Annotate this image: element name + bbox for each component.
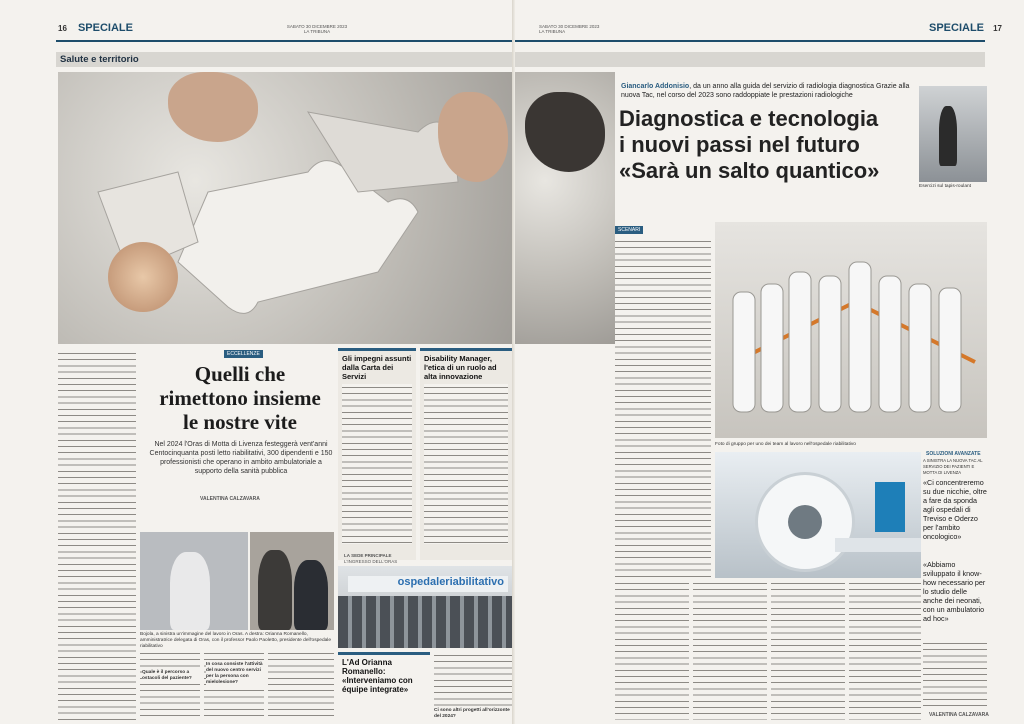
building-facade bbox=[338, 596, 512, 648]
headline-line-3: «Sarà un salto quantico» bbox=[619, 158, 880, 183]
paper-name-right: LA TRIBUNA bbox=[539, 29, 566, 34]
team-member bbox=[819, 276, 841, 412]
photo-group-team bbox=[715, 222, 987, 438]
sidebar-label: A SINISTRA LA NUOVA TAC AL SERVIZIO DEI PAZIENTI E MOTTA DI LIVENZA bbox=[923, 458, 983, 475]
team-member bbox=[761, 284, 783, 412]
hand-right-continued bbox=[525, 92, 605, 172]
deck-name: Giancarlo Addonisio bbox=[621, 83, 690, 90]
group-photo-illustration bbox=[715, 222, 987, 438]
right-body-column-4 bbox=[771, 580, 845, 720]
face-in-puzzle bbox=[108, 242, 178, 312]
page-number-right: 17 bbox=[993, 24, 1002, 33]
box-carta-text bbox=[342, 384, 412, 544]
box-romanello-title: L'Ad Orianna Romanello: «Interveniamo con équipe integrate» bbox=[342, 658, 413, 694]
kicker-scenari: SCENARI bbox=[615, 226, 643, 234]
ct-gantry bbox=[755, 472, 855, 572]
box-disability-text bbox=[424, 384, 508, 544]
byline: VALENTINA CALZAVARA bbox=[200, 496, 260, 502]
team-member bbox=[733, 292, 755, 412]
header-rule-right bbox=[515, 40, 985, 42]
right-body-column-6 bbox=[923, 640, 987, 710]
right-body-column-2 bbox=[615, 580, 689, 720]
question-3: Ci sono altri progetti all'orizzonte del 2024? bbox=[434, 708, 512, 720]
section-label: SPECIALE bbox=[77, 22, 133, 34]
photo-caption: Bojola, a sinistra un'immagine del lavoro in Oras. A destra: Orianna Romanello, amministratrice delegata di Oras, con il professor Paolo Paoletto, presidente dell'ospedale riabilitativo bbox=[140, 632, 332, 649]
date-text-right: SABATO 30 DICEMBRE 2023 bbox=[539, 24, 600, 29]
category-bar: Salute e territorio bbox=[56, 52, 515, 67]
date-line bbox=[282, 24, 352, 34]
patient-figure bbox=[939, 106, 957, 166]
deck-text: , da un anno alla guida del servizio di radiologia diagnostica Grazie alla nuova Tac, nel corso del 2023 sono raddoppiate le prestazioni radiologiche bbox=[621, 83, 910, 99]
box-carta-title: Gli impegni assunti dalla Carta dei Servizi bbox=[342, 354, 412, 381]
main-headline: Quelli che rimettono insieme le nostre vite bbox=[159, 362, 321, 434]
body-column-1 bbox=[58, 350, 136, 720]
team-member bbox=[789, 272, 811, 412]
body-column-4 bbox=[268, 650, 334, 720]
team-member bbox=[939, 288, 961, 412]
hero-puzzle-photo bbox=[58, 72, 515, 344]
header-rule bbox=[56, 40, 515, 42]
section-label-right: SPECIALE bbox=[929, 22, 985, 34]
page-number: 16 bbox=[58, 24, 67, 33]
photo-label: LA SEDE PRINCIPALE bbox=[344, 553, 392, 558]
photo-portrait bbox=[250, 532, 334, 630]
subheadline: Nel 2024 l'Oras di Motta di Livenza festeggerà vent'anni Centocinquanta posti letto riabilitativi, 300 dipendenti e 150 professionisti che operano in ambito ambulatoriale a supporto della sanità pubblica bbox=[149, 441, 333, 475]
headline-line-2: i nuovi passi nel futuro bbox=[619, 132, 860, 157]
left-page-header bbox=[58, 22, 133, 34]
box-disability-title: Disability Manager, l'etica di un ruolo ad alta innovazione bbox=[424, 354, 497, 381]
date-line-right bbox=[539, 24, 609, 34]
team-member bbox=[909, 284, 931, 412]
right-body-column-5 bbox=[849, 580, 921, 720]
team-members bbox=[733, 262, 961, 412]
right-body-column-1 bbox=[615, 238, 711, 578]
article-deck bbox=[621, 82, 911, 100]
sidebar-tag: SOLUZIONI AVANZATE bbox=[926, 451, 981, 457]
equipment-cabinet bbox=[875, 482, 905, 532]
team-member bbox=[849, 262, 871, 412]
photo-building bbox=[338, 566, 512, 648]
pull-quote-2: «Abbiamo sviluppato il know-how necessario per lo studio delle anche dei neonati, con un ambulatorio ad hoc» bbox=[923, 560, 986, 623]
photo-sublabel: L'INGRESSO DELL'ORAS bbox=[344, 559, 398, 564]
ct-table bbox=[835, 538, 921, 552]
right-page-header bbox=[929, 22, 1002, 34]
photo-treatment bbox=[140, 532, 248, 630]
headline-line-1: Diagnostica e tecnologia bbox=[619, 106, 879, 131]
body-column-2 bbox=[140, 650, 200, 720]
team-member bbox=[879, 276, 901, 412]
right-page bbox=[515, 0, 1024, 724]
person-right bbox=[294, 560, 328, 630]
box-carta-servizi bbox=[338, 348, 416, 560]
byline-right: VALENTINA CALZAVARA bbox=[929, 712, 989, 718]
ct-bore bbox=[788, 505, 822, 539]
person-left bbox=[258, 550, 292, 630]
question-1: Quale è il percorso a ostacoli del paziente? bbox=[142, 670, 200, 682]
photo-ct-scanner bbox=[715, 452, 921, 578]
treadmill-caption: Esercizi sul tapis-roulant bbox=[919, 184, 971, 189]
category-bar-right bbox=[515, 52, 985, 67]
right-body-column-3 bbox=[693, 580, 767, 720]
building-sign: ospedaleriabilitativo bbox=[348, 576, 508, 592]
kicker-tag: ECCELLENZE bbox=[224, 350, 263, 358]
question-2: In cosa consiste l'attività del nuovo centro servizi per la persona con mielolesione? bbox=[206, 662, 263, 685]
pull-quote-1: «Ci concentreremo su due nicchie, oltre a fare da sponda agli ospedali di Treviso e Oderzo per l'ambito oncologico» bbox=[923, 478, 987, 541]
hero-puzzle-photo-continued bbox=[515, 72, 615, 344]
box-romanello bbox=[338, 652, 430, 724]
box-disability-manager bbox=[420, 348, 512, 560]
photo-treadmill bbox=[919, 86, 987, 182]
right-headline bbox=[619, 106, 919, 184]
group-photo-caption: Foto di gruppo per uno dei team al lavoro nell'ospedale riabilitativo bbox=[715, 442, 856, 447]
paper-name: LA TRIBUNA bbox=[303, 29, 331, 34]
date-text: SABATO 30 DICEMBRE 2023 bbox=[286, 24, 348, 29]
therapist-figure bbox=[170, 552, 210, 630]
